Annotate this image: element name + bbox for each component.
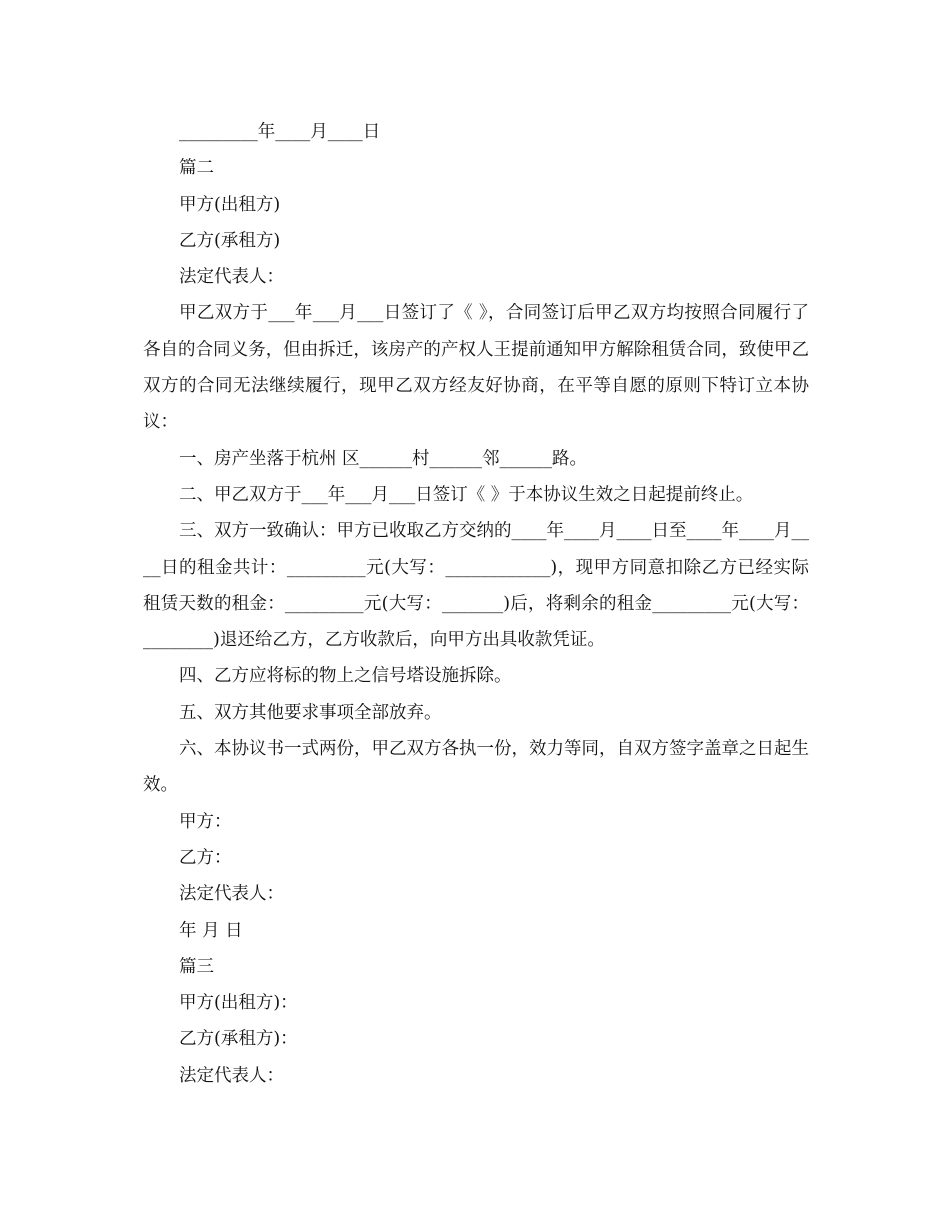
party-a-line: 甲方(出租方) [179, 194, 281, 215]
signature-date: 年 月 日 [179, 920, 243, 941]
party-a-line-3: 甲方(出租方)： [179, 993, 298, 1014]
date-line: _________年____月____日 [179, 122, 381, 142]
section-heading-2: 篇二 [179, 158, 214, 179]
clause-4: 四、乙方应将标的物上之信号塔设施拆除。 [179, 666, 512, 687]
signature-party-b: 乙方： [179, 847, 232, 868]
document-body [143, 114, 809, 1094]
clause-3: 三、双方一致确认：甲方已收取乙方交纳的____年____月____日至____年____月____日的租金共计：_________元(大写：____________)，现甲方同意扣除乙方已经实际租赁天数的租金：_________元(大写：_______)后，将剩余的租金_________元(大写：________)退还给乙方，乙方收款后，向甲方出具收款凭证。 [143, 521, 809, 651]
clause-5: 五、双方其他要求事项全部放弃。 [179, 702, 442, 723]
legal-rep-line: 法定代表人： [179, 267, 284, 288]
clause-6: 六、本协议书一式两份，甲乙双方各执一份，效力等同，自双方签字盖章之日起生效。 [143, 739, 809, 796]
clause-2: 二、甲乙双方于___年___月___日签订《 》于本协议生效之日起提前终止。 [179, 484, 754, 505]
clause-1: 一、房产坐落于杭州 区______村______邻______路。 [179, 448, 588, 469]
section-heading-3: 篇三 [179, 956, 214, 977]
signature-legal-rep: 法定代表人： [179, 884, 284, 905]
signature-party-a: 甲方： [179, 811, 232, 832]
preamble-paragraph: 甲乙双方于___年___月___日签订了《 》，合同签订后甲乙双方均按照合同履行了各自的合同义务，但由拆迁，该房产的产权人王提前通知甲方解除租赁合同，致使甲乙双方的合同无法继续履行，现甲乙双方经友好协商，在平等自愿的原则下特订立本协议： [143, 303, 809, 433]
party-b-line: 乙方(承租方) [179, 230, 281, 251]
legal-rep-line-3: 法定代表人： [179, 1065, 284, 1086]
party-b-line-3: 乙方(承租方)： [179, 1029, 298, 1050]
